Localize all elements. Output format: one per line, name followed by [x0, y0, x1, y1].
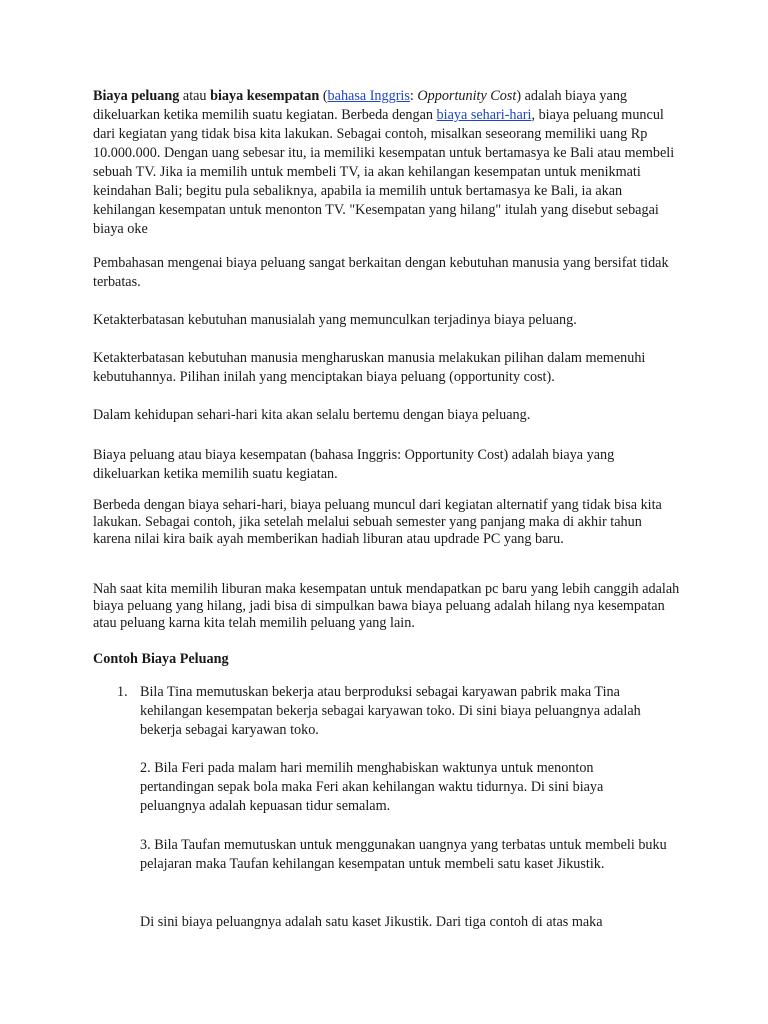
list-item-tina: Bila Tina memutuskan bekerja atau berproduksi sebagai karyawan pabrik maka Tina kehilangan kesempatan bekerja sebagai karyawan toko. Di sini biaya peluangnya adalah bekerja sebagai karyawan toko. — [140, 684, 641, 738]
intro-text-open: ( — [319, 88, 328, 104]
paragraph-ketakterbatasan-2: Ketakterbatasan kebutuhan manusia mengharuskan manusia melakukan pilihan dalam memenuhi kebutuhannya. Pilihan inilah yang menciptakan biaya peluang (opportunity cost). — [93, 350, 646, 385]
section-heading: Contoh Biaya Peluang — [93, 651, 229, 667]
paragraph-contoh-liburan: Berbeda dengan biaya sehari-hari, biaya peluang muncul dari kegiatan alternatif yang tidak bisa kita lakukan. Sebagai contoh, jika setelah melalui sebuah semester yang panjang maka di akhir tahun karena nilai kira baik ayah memberikan hadiah liburan atau updrade PC yang baru. — [93, 497, 662, 547]
paragraph-definisi: Biaya peluang atau biaya kesempatan (bahasa Inggris: Opportunity Cost) adalah biaya yang dikeluarkan ketika memilih suatu kegiatan. — [93, 447, 615, 482]
link-biaya-sehari-hari[interactable]: biaya sehari-hari — [436, 107, 532, 123]
list-item-kesimpulan: Di sini biaya peluangnya adalah satu kaset Jikustik. Dari tiga contoh di atas maka — [140, 914, 603, 930]
term-opportunity-cost: Opportunity Cost — [417, 88, 517, 104]
intro-text-definition: ) adalah biaya yang dikeluarkan ketika memilih suatu kegiatan. Berbeda dengan — [93, 88, 628, 123]
list-item-taufan: 3. Bila Taufan memutuskan untuk menggunakan uangnya yang terbatas untuk membeli buku pelajaran maka Taufan kehilangan kesempatan untuk membeli satu kaset Jikustik. — [140, 837, 667, 872]
list-item-feri: 2. Bila Feri pada malam hari memilih menghabiskan waktunya untuk menonton pertandingan sepak bola maka Feri akan kehilangan waktu tidurnya. Di sini biaya peluangnya adalah kepuasan tidur semalam. — [140, 760, 604, 814]
intro-text-rest: , biaya peluang muncul dari kegiatan yang tidak bisa kita lakukan. Sebagai contoh, misalkan seseorang memiliki uang Rp 10.000.000. Dengan uang sebesar itu, ia memiliki kesempatan untuk bertamasya ke Bali atau membeli sebuah TV. Jika ia memilih untuk membeli TV, ia akan kehilangan kesempatan untuk menikmati keindahan Bali; begitu pula sebaliknya, apabila ia memilih untuk bertamasya ke Bali, ia akan kehilangan kesempatan untuk menonton TV. "Kesempatan yang hilang" itulah yang disebut sebagai biaya oke — [93, 107, 675, 237]
intro-text-atau: atau — [179, 88, 211, 104]
paragraph-kesimpulan: Nah saat kita memilih liburan maka kesempatan untuk mendapatkan pc baru yang lebih canggih adalah biaya peluang yang hilang, jadi bisa di simpulkan bawa biaya peluang adalah hilang nya kesempatan atau peluang karna kita telah memilih peluang yang lain. — [93, 581, 680, 631]
paragraph-sehari-hari: Dalam kehidupan sehari-hari kita akan selalu bertemu dengan biaya peluang. — [93, 407, 531, 423]
intro-paragraph — [93, 87, 683, 239]
term-biaya-peluang: Biaya peluang — [93, 88, 180, 104]
list-number: 1. — [117, 684, 128, 700]
intro-text-colon: : — [409, 88, 418, 104]
paragraph-kebutuhan: Pembahasan mengenai biaya peluang sangat berkaitan dengan kebutuhan manusia yang bersifat tidak terbatas. — [93, 255, 669, 290]
term-biaya-kesempatan: biaya kesempatan — [210, 88, 320, 104]
link-bahasa-inggris[interactable]: bahasa Inggris — [327, 88, 410, 104]
paragraph-ketakterbatasan-1: Ketakterbatasan kebutuhan manusialah yang memunculkan terjadinya biaya peluang. — [93, 312, 577, 328]
